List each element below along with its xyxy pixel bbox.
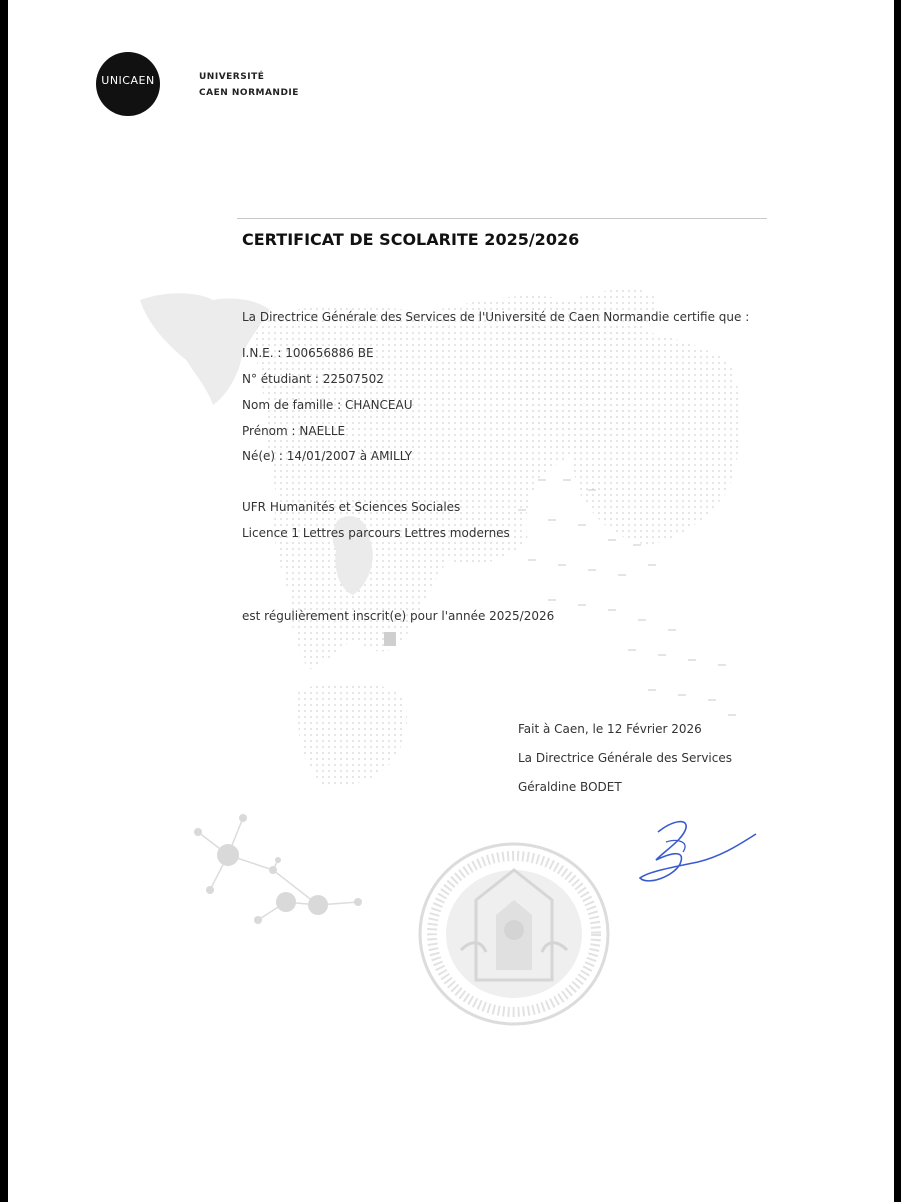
- ufr-text: UFR Humanités et Sciences Sociales: [242, 500, 461, 514]
- university-line-1: UNIVERSITÉ: [199, 72, 265, 82]
- last-name-field: Nom de famille : CHANCEAU: [242, 398, 413, 412]
- place-date-text: Fait à Caen, le 12 Février 2026: [518, 722, 702, 736]
- enrollment-text: est régulièrement inscrit(e) pour l'année 2025/2026: [242, 609, 555, 623]
- signatory-title: La Directrice Générale des Services: [518, 751, 733, 765]
- logo-text: UNICAEN: [101, 74, 155, 87]
- intro-text: La Directrice Générale des Services de l'Université de Caen Normandie certifie que :: [242, 310, 750, 324]
- birth-field: Né(e) : 14/01/2007 à AMILLY: [242, 449, 413, 463]
- unicaen-logo-icon: [96, 52, 160, 116]
- university-name: [199, 69, 299, 101]
- program-text: Licence 1 Lettres parcours Lettres modernes: [242, 526, 510, 540]
- certificate-page: [8, 0, 894, 1202]
- molecule-network-icon: [178, 810, 368, 930]
- document-title: CERTIFICAT DE SCOLARITE 2025/2026: [242, 230, 580, 249]
- handwritten-signature: [628, 812, 758, 892]
- university-line-2: CAEN NORMANDIE: [199, 88, 299, 98]
- university-seal-icon: [416, 840, 612, 1028]
- title-divider: [237, 218, 767, 219]
- student-number-field: N° étudiant : 22507502: [242, 372, 384, 386]
- ine-field: I.N.E. : 100656886 BE: [242, 346, 374, 360]
- first-name-field: Prénom : NAELLE: [242, 424, 346, 438]
- signatory-name: Géraldine BODET: [518, 780, 622, 794]
